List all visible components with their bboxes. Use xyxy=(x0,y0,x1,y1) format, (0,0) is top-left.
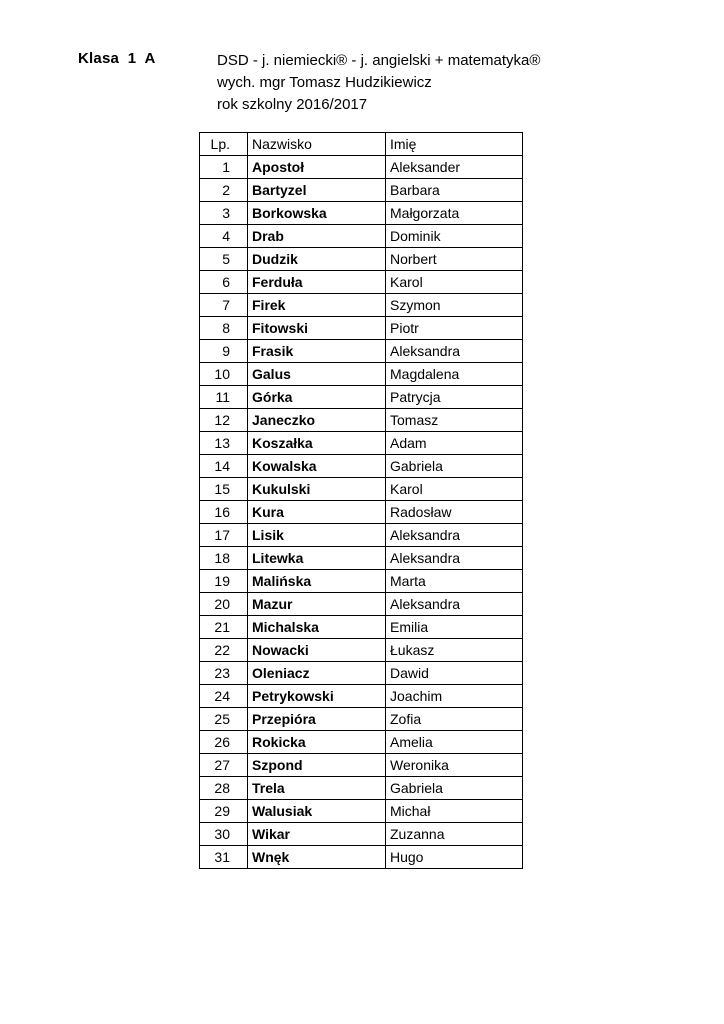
row-number-cell: 1 xyxy=(200,156,248,179)
row-number-cell: 19 xyxy=(200,570,248,593)
row-number-cell: 12 xyxy=(200,409,248,432)
first-name-cell: Weronika xyxy=(386,754,523,777)
first-name-cell: Aleksandra xyxy=(386,340,523,363)
row-number-cell: 6 xyxy=(200,271,248,294)
first-name-cell: Karol xyxy=(386,271,523,294)
surname-cell: Rokicka xyxy=(248,731,386,754)
table-row xyxy=(200,271,523,294)
table-row xyxy=(200,340,523,363)
first-name-cell: Barbara xyxy=(386,179,523,202)
student-roster-table xyxy=(199,132,523,869)
table-row xyxy=(200,225,523,248)
row-number-cell: 16 xyxy=(200,501,248,524)
row-number-cell: 29 xyxy=(200,800,248,823)
row-number-cell: 15 xyxy=(200,478,248,501)
row-number-cell: 5 xyxy=(200,248,248,271)
surname-cell: Koszałka xyxy=(248,432,386,455)
first-name-cell: Szymon xyxy=(386,294,523,317)
first-name-cell: Hugo xyxy=(386,846,523,869)
first-name-cell: Norbert xyxy=(386,248,523,271)
table-row xyxy=(200,294,523,317)
first-name-cell: Amelia xyxy=(386,731,523,754)
row-number-cell: 3 xyxy=(200,202,248,225)
table-header-row xyxy=(200,133,523,156)
table-row xyxy=(200,501,523,524)
surname-cell: Galus xyxy=(248,363,386,386)
table-row xyxy=(200,685,523,708)
class-label: Klasa 1 A xyxy=(78,50,156,67)
first-name-cell: Michał xyxy=(386,800,523,823)
teacher-line: wych. mgr Tomasz Hudzikiewicz xyxy=(217,74,432,91)
first-name-cell: Gabriela xyxy=(386,455,523,478)
surname-cell: Wikar xyxy=(248,823,386,846)
surname-cell: Janeczko xyxy=(248,409,386,432)
first-name-cell: Dominik xyxy=(386,225,523,248)
row-number-cell: 20 xyxy=(200,593,248,616)
surname-cell: Fitowski xyxy=(248,317,386,340)
first-name-cell: Joachim xyxy=(386,685,523,708)
table-row xyxy=(200,846,523,869)
surname-cell: Borkowska xyxy=(248,202,386,225)
table-row xyxy=(200,248,523,271)
row-number-cell: 28 xyxy=(200,777,248,800)
table-row xyxy=(200,386,523,409)
row-number-cell: 24 xyxy=(200,685,248,708)
table-row xyxy=(200,593,523,616)
surname-cell: Trela xyxy=(248,777,386,800)
first-name-cell: Dawid xyxy=(386,662,523,685)
surname-cell: Oleniacz xyxy=(248,662,386,685)
table-row xyxy=(200,708,523,731)
first-name-cell: Patrycja xyxy=(386,386,523,409)
surname-cell: Kowalska xyxy=(248,455,386,478)
surname-cell: Drab xyxy=(248,225,386,248)
row-number-cell: 9 xyxy=(200,340,248,363)
row-number-cell: 18 xyxy=(200,547,248,570)
school-year-line: rok szkolny 2016/2017 xyxy=(217,96,368,113)
first-name-cell: Piotr xyxy=(386,317,523,340)
table-row xyxy=(200,800,523,823)
table-row xyxy=(200,662,523,685)
first-name-cell: Magdalena xyxy=(386,363,523,386)
surname-cell: Frasik xyxy=(248,340,386,363)
row-number-cell: 10 xyxy=(200,363,248,386)
table-row xyxy=(200,731,523,754)
row-number-cell: 4 xyxy=(200,225,248,248)
surname-cell: Bartyzel xyxy=(248,179,386,202)
row-number-cell: 17 xyxy=(200,524,248,547)
surname-cell: Litewka xyxy=(248,547,386,570)
profile-line: DSD - j. niemiecki® - j. angielski + matematyka® xyxy=(217,52,541,69)
table-row xyxy=(200,754,523,777)
column-header-name: Imię xyxy=(386,133,523,156)
first-name-cell: Aleksandra xyxy=(386,593,523,616)
first-name-cell: Zuzanna xyxy=(386,823,523,846)
surname-cell: Przepióra xyxy=(248,708,386,731)
table-row xyxy=(200,432,523,455)
table-row xyxy=(200,547,523,570)
table-row xyxy=(200,777,523,800)
row-number-cell: 22 xyxy=(200,639,248,662)
row-number-cell: 27 xyxy=(200,754,248,777)
column-header-lp: Lp. xyxy=(200,133,248,156)
table-row xyxy=(200,570,523,593)
row-number-cell: 8 xyxy=(200,317,248,340)
row-number-cell: 13 xyxy=(200,432,248,455)
first-name-cell: Łukasz xyxy=(386,639,523,662)
surname-cell: Dudzik xyxy=(248,248,386,271)
table-row xyxy=(200,616,523,639)
first-name-cell: Aleksandra xyxy=(386,547,523,570)
table-row xyxy=(200,179,523,202)
first-name-cell: Tomasz xyxy=(386,409,523,432)
surname-cell: Firek xyxy=(248,294,386,317)
column-header-surname: Nazwisko xyxy=(248,133,386,156)
surname-cell: Malińska xyxy=(248,570,386,593)
table-body xyxy=(200,156,523,869)
first-name-cell: Aleksander xyxy=(386,156,523,179)
surname-cell: Szpond xyxy=(248,754,386,777)
surname-cell: Kukulski xyxy=(248,478,386,501)
surname-cell: Górka xyxy=(248,386,386,409)
row-number-cell: 31 xyxy=(200,846,248,869)
row-number-cell: 30 xyxy=(200,823,248,846)
surname-cell: Lisik xyxy=(248,524,386,547)
surname-cell: Walusiak xyxy=(248,800,386,823)
surname-cell: Nowacki xyxy=(248,639,386,662)
header-block xyxy=(217,50,540,116)
first-name-cell: Zofia xyxy=(386,708,523,731)
first-name-cell: Radosław xyxy=(386,501,523,524)
row-number-cell: 14 xyxy=(200,455,248,478)
table-row xyxy=(200,409,523,432)
first-name-cell: Marta xyxy=(386,570,523,593)
row-number-cell: 23 xyxy=(200,662,248,685)
table-row xyxy=(200,202,523,225)
row-number-cell: 7 xyxy=(200,294,248,317)
table-row xyxy=(200,478,523,501)
first-name-cell: Gabriela xyxy=(386,777,523,800)
table-row xyxy=(200,363,523,386)
surname-cell: Kura xyxy=(248,501,386,524)
table-row xyxy=(200,317,523,340)
table-row xyxy=(200,639,523,662)
row-number-cell: 2 xyxy=(200,179,248,202)
surname-cell: Mazur xyxy=(248,593,386,616)
table-row xyxy=(200,455,523,478)
first-name-cell: Karol xyxy=(386,478,523,501)
first-name-cell: Aleksandra xyxy=(386,524,523,547)
row-number-cell: 25 xyxy=(200,708,248,731)
surname-cell: Michalska xyxy=(248,616,386,639)
surname-cell: Ferduła xyxy=(248,271,386,294)
surname-cell: Petrykowski xyxy=(248,685,386,708)
row-number-cell: 26 xyxy=(200,731,248,754)
row-number-cell: 11 xyxy=(200,386,248,409)
table-row xyxy=(200,156,523,179)
surname-cell: Apostoł xyxy=(248,156,386,179)
first-name-cell: Małgorzata xyxy=(386,202,523,225)
surname-cell: Wnęk xyxy=(248,846,386,869)
row-number-cell: 21 xyxy=(200,616,248,639)
first-name-cell: Emilia xyxy=(386,616,523,639)
table-row xyxy=(200,823,523,846)
table-row xyxy=(200,524,523,547)
first-name-cell: Adam xyxy=(386,432,523,455)
